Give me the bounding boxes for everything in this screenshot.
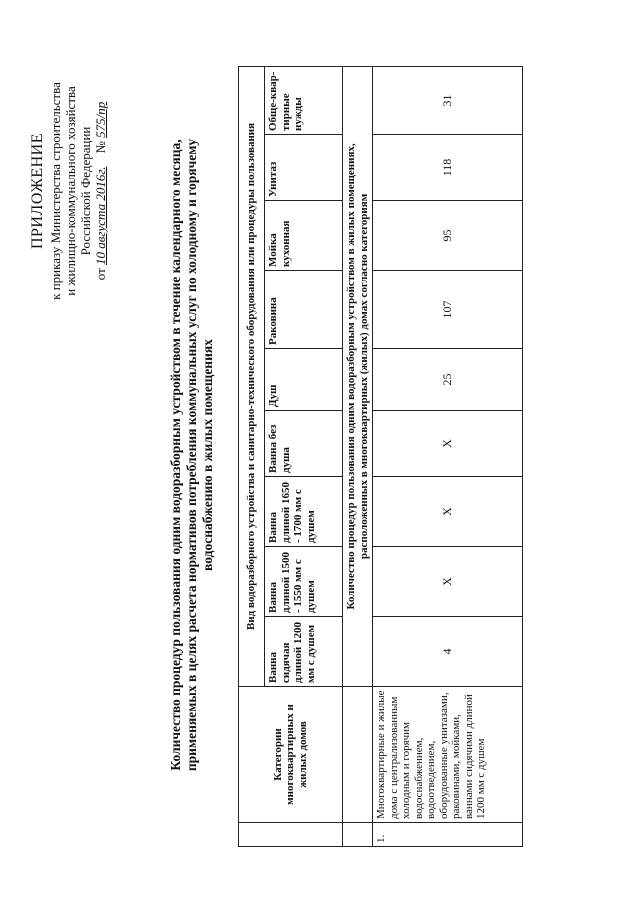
value-bath-1500: X xyxy=(373,547,523,617)
section-header-row xyxy=(343,66,373,846)
value-sitz-bath: 4 xyxy=(373,617,523,687)
appendix-header xyxy=(28,61,108,321)
subheader-sitz-bath: Ванна сидячая длиной 1200 мм с душем xyxy=(265,617,343,687)
row-number: 1. xyxy=(373,823,523,847)
value-common-needs: 31 xyxy=(373,66,523,134)
value-bath-no-shower: X xyxy=(373,411,523,477)
order-line-2: и жилищно-коммунального хозяйства xyxy=(63,86,78,296)
table-header-row xyxy=(239,66,265,846)
order-reference xyxy=(93,61,108,321)
subheader-common-needs: Обще-квар-тирные нужды xyxy=(265,66,343,134)
rotated-page-content xyxy=(20,35,620,875)
title-line-2: применяемых в целях расчета нормативов потребления коммунальных услуг по холодному и горячему xyxy=(184,138,199,772)
order-line-3: Российской Федерации xyxy=(78,126,93,256)
value-toilet: 118 xyxy=(373,135,523,201)
section-header-line-2: расположенных в многоквартирных (жилых) домах согласно категориям xyxy=(357,193,370,560)
subheader-shower: Душ xyxy=(265,349,343,411)
document-title xyxy=(168,35,216,875)
date-prefix: от xyxy=(93,268,108,281)
subheader-sink: Раковина xyxy=(265,271,343,349)
fixture-group-header: Вид водоразборного устройства и санитарно-технического оборудования или процедуры пользования xyxy=(239,66,265,686)
value-bath-1650: X xyxy=(373,477,523,547)
title-line-3: водоснабжению в жилых помещениях xyxy=(200,339,215,571)
order-date: 10 августа 2016г. xyxy=(93,166,108,265)
norms-table xyxy=(238,66,523,847)
subheader-bath-1500: Ванна длиной 1500 - 1550 мм с душем xyxy=(265,547,343,617)
section-header-line-1: Количество процедур пользования одним водоразборным устройством в жилых помещениях, xyxy=(345,143,357,610)
category-column-header: Категории многоквартирных и жилых домов xyxy=(239,687,343,823)
subheader-toilet: Унитаз xyxy=(265,135,343,201)
value-shower: 25 xyxy=(373,349,523,411)
table-row xyxy=(373,66,523,846)
row-category: Многоквартирные и жилые дома с централизованным холодным и горячим водоснабжением, водоотведением, оборудованные унитазами, раковинами, мойками, ваннами сидячими длиной 1200 мм с душем xyxy=(373,687,523,823)
appendix-title: ПРИЛОЖЕНИЕ xyxy=(29,133,46,250)
number-prefix: № xyxy=(93,141,108,154)
number-column-header xyxy=(239,823,343,847)
value-kitchen-sink: 95 xyxy=(373,201,523,271)
subheader-bath-no-shower: Ванна без душа xyxy=(265,411,343,477)
order-number: 575/пр xyxy=(93,101,108,138)
section-header xyxy=(343,66,373,686)
subheader-kitchen-sink: Мойка кухонная xyxy=(265,201,343,271)
order-line-1: к приказу Министерства строительства xyxy=(48,82,63,300)
value-sink: 107 xyxy=(373,271,523,349)
title-line-1: Количество процедур пользования одним водоразборным устройством в течение календарного месяца, xyxy=(168,139,183,771)
subheader-bath-1650: Ванна длиной 1650 - 1700 мм с душем xyxy=(265,477,343,547)
